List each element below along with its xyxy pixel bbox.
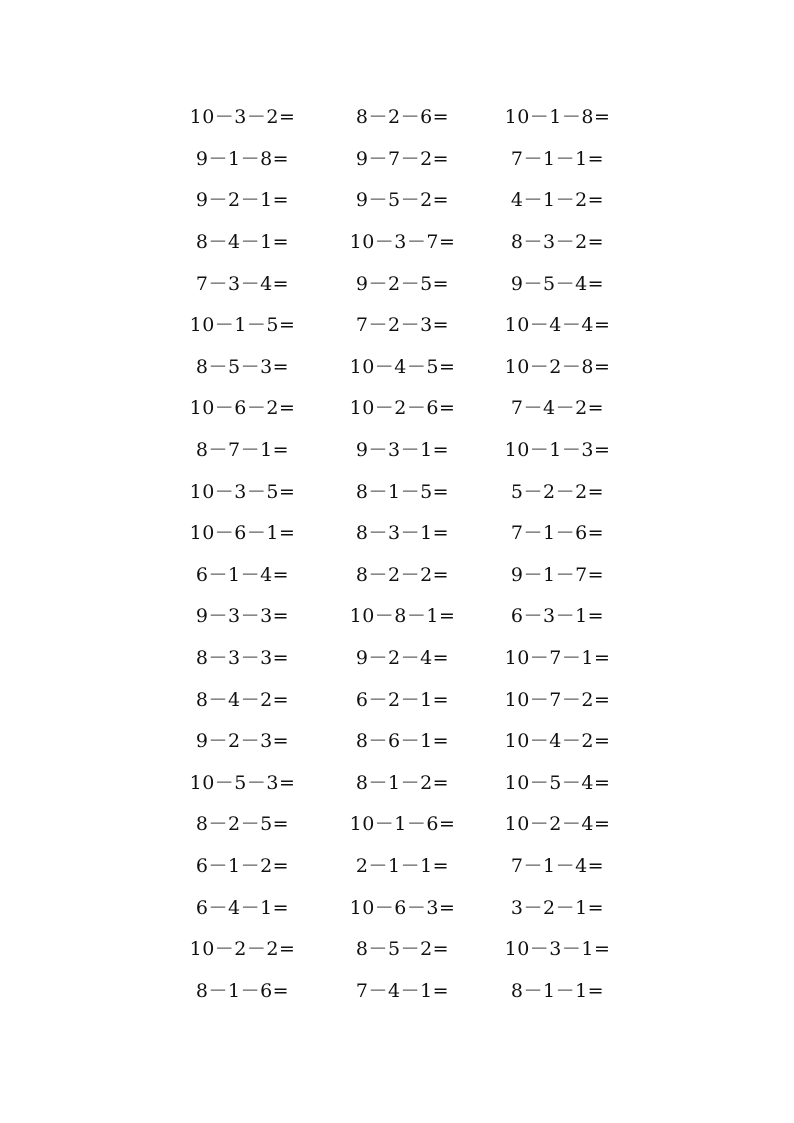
- math-problem: 8－2－6=: [355, 106, 450, 129]
- math-problem: 8－7－1=: [195, 439, 290, 462]
- math-problem: 8－4－1=: [195, 231, 290, 254]
- math-problem: 10－5－3=: [189, 771, 296, 794]
- math-problem: 9－7－2=: [355, 147, 450, 170]
- math-problem: 7－1－1=: [510, 147, 605, 170]
- math-problem: 9－2－5=: [355, 272, 450, 295]
- math-problem: 8－3－1=: [355, 522, 450, 545]
- math-problem: 10－4－4=: [504, 314, 611, 337]
- math-problem: 9－3－1=: [355, 439, 450, 462]
- math-problem: 8－2－5=: [195, 813, 290, 836]
- math-problem: 10－4－2=: [504, 730, 611, 753]
- math-problem: 10－3－1=: [504, 938, 611, 961]
- math-problem: 10－3－7=: [349, 231, 456, 254]
- math-problem: 10－7－1=: [504, 647, 611, 670]
- math-problem: 8－4－2=: [195, 688, 290, 711]
- math-problem: 6－3－1=: [510, 605, 605, 628]
- math-problem: 4－1－2=: [510, 189, 605, 212]
- math-problem: 9－1－8=: [195, 147, 290, 170]
- math-problem: 7－4－1=: [355, 979, 450, 1002]
- math-problem: 10－6－1=: [189, 522, 296, 545]
- math-problem: 10－1－6=: [349, 813, 456, 836]
- math-problem: 8－2－2=: [355, 563, 450, 586]
- math-problem: 5－2－2=: [510, 480, 605, 503]
- math-problem: 7－3－4=: [195, 272, 290, 295]
- math-problem: 10－8－1=: [349, 605, 456, 628]
- math-problem: 10－2－6=: [349, 397, 456, 420]
- math-problem: 9－2－1=: [195, 189, 290, 212]
- math-problem: 7－4－2=: [510, 397, 605, 420]
- math-problem: 10－2－4=: [504, 813, 611, 836]
- math-problem: 8－1－1=: [510, 979, 605, 1002]
- math-problem: 8－3－3=: [195, 647, 290, 670]
- problem-grid: [165, 97, 630, 1012]
- math-problem: 10－2－8=: [504, 355, 611, 378]
- math-problem: 9－5－2=: [355, 189, 450, 212]
- math-problem: 10－2－2=: [189, 938, 296, 961]
- math-problem: 10－4－5=: [349, 355, 456, 378]
- math-problem: 9－5－4=: [510, 272, 605, 295]
- math-problem: 3－2－1=: [510, 896, 605, 919]
- math-problem: 10－3－2=: [189, 106, 296, 129]
- math-problem: 8－6－1=: [355, 730, 450, 753]
- math-problem: 9－2－3=: [195, 730, 290, 753]
- math-problem: 9－2－4=: [355, 647, 450, 670]
- math-problem: 9－3－3=: [195, 605, 290, 628]
- math-problem: 10－1－8=: [504, 106, 611, 129]
- math-problem: 8－1－5=: [355, 480, 450, 503]
- math-problem: 7－1－4=: [510, 854, 605, 877]
- math-problem: 7－2－3=: [355, 314, 450, 337]
- math-problem: 10－3－5=: [189, 480, 296, 503]
- math-problem: 8－1－6=: [195, 979, 290, 1002]
- math-problem: 2－1－1=: [355, 854, 450, 877]
- math-problem: 6－1－2=: [195, 854, 290, 877]
- math-problem: 8－3－2=: [510, 231, 605, 254]
- math-problem: 10－7－2=: [504, 688, 611, 711]
- math-problem: 6－2－1=: [355, 688, 450, 711]
- math-problem: 10－5－4=: [504, 771, 611, 794]
- math-problem: 6－4－1=: [195, 896, 290, 919]
- math-problem: 10－1－5=: [189, 314, 296, 337]
- math-problem: 10－6－3=: [349, 896, 456, 919]
- math-problem: 6－1－4=: [195, 563, 290, 586]
- math-problem: 9－1－7=: [510, 563, 605, 586]
- math-problem: 10－1－3=: [504, 439, 611, 462]
- math-problem: 8－1－2=: [355, 771, 450, 794]
- math-problem: 10－6－2=: [189, 397, 296, 420]
- math-problem: 8－5－2=: [355, 938, 450, 961]
- math-problem: 7－1－6=: [510, 522, 605, 545]
- math-problem: 8－5－3=: [195, 355, 290, 378]
